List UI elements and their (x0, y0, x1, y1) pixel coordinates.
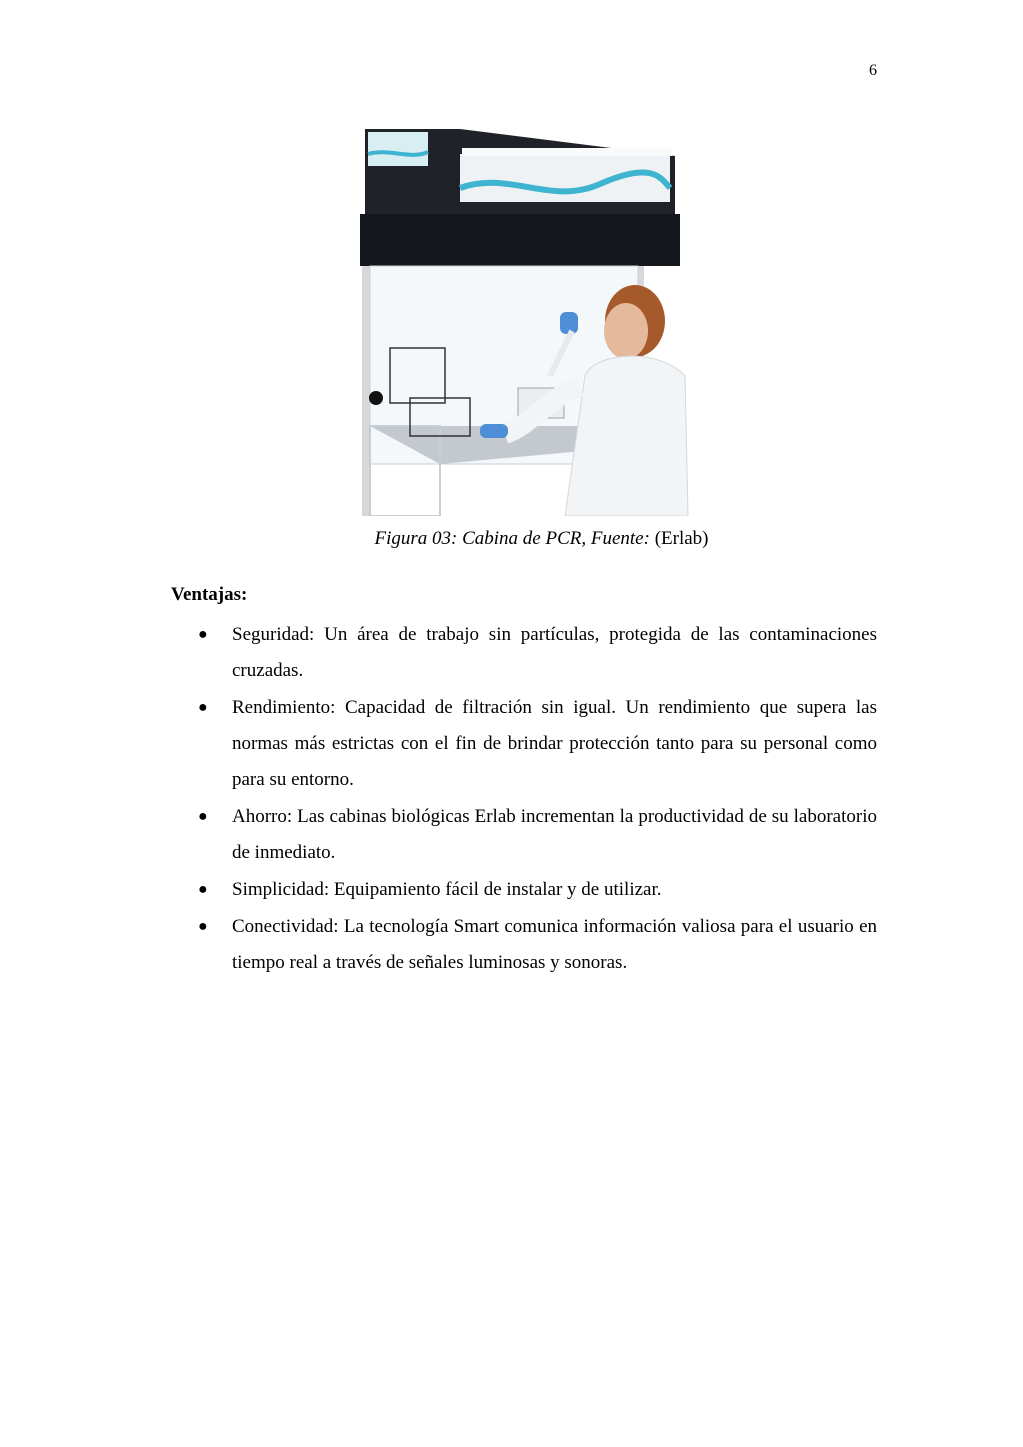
bullet-icon: ● (198, 626, 208, 643)
list-item (171, 872, 877, 908)
list-item (171, 690, 877, 798)
list-item (171, 909, 877, 981)
pcr-cabinet-figure (340, 126, 710, 516)
caption-source: (Erlab) (654, 528, 709, 549)
list-item-text: Rendimiento: Capacidad de filtración sin igual. Un rendimiento que supera las normas más estrictas con el fin de brindar protección tanto para su personal como para su entorno. (232, 697, 877, 790)
pcr-cabinet-illustration (340, 126, 710, 516)
page-number: 6 (869, 62, 877, 79)
list-item-text: Conectividad: La tecnología Smart comunica información valiosa para el usuario en tiempo real a través de señales luminosas y sonoras. (232, 916, 877, 973)
list-item-text: Seguridad: Un área de trabajo sin partículas, protegida de las contaminaciones cruzadas. (232, 624, 877, 681)
list-item-text: Ahorro: Las cabinas biológicas Erlab incrementan la productividad de su laboratorio de inmediato. (232, 806, 877, 863)
figure-caption (0, 528, 1023, 550)
section-title: Ventajas: (171, 584, 248, 605)
caption-title: Figura 03: Cabina de PCR, Fuente: (374, 528, 650, 549)
bullet-icon: ● (198, 808, 208, 825)
bullet-icon: ● (198, 699, 208, 716)
list-item (171, 617, 877, 689)
list-item-text: Simplicidad: Equipamiento fácil de instalar y de utilizar. (232, 879, 662, 900)
advantages-list (171, 617, 877, 982)
list-item (171, 799, 877, 871)
bullet-icon: ● (198, 918, 208, 935)
bullet-icon: ● (198, 881, 208, 898)
